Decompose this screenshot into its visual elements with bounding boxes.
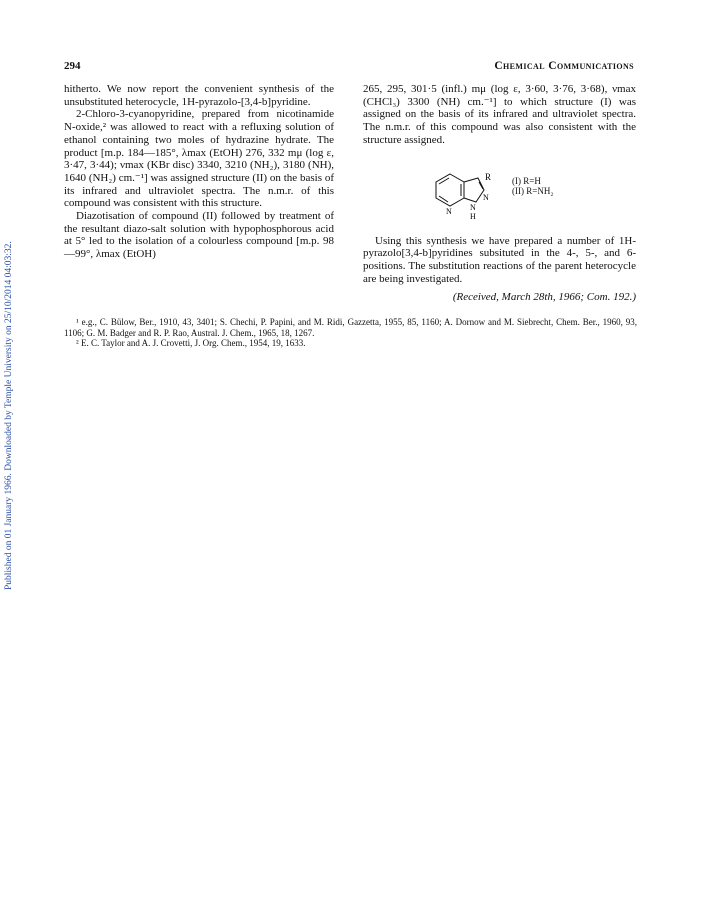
n-label: N: [483, 193, 489, 202]
received-note: (Received, March 28th, 1966; Com. 192.): [452, 291, 636, 304]
download-notice-text: Published on 01 January 1966. Downloaded by Temple University on 25/10/2014 04:03:32.: [4, 241, 14, 590]
structure-legend: [512, 176, 553, 196]
footnotes: [64, 317, 637, 349]
footnote: ² E. C. Taylor and A. J. Crovetti, J. Org. Chem., 1954, 19, 1633.: [76, 338, 306, 348]
n-label: N: [470, 203, 476, 212]
paragraph: 2-Chloro-3-cyanopyridine, prepared from nicotinamide N-oxide,² was allowed to react with a refluxing solution of ethanol containing two moles of hydrazine hydrate. The product [m.p. 184—185°, λmax (EtOH) 276, 332 mμ (log ε, 3·47, 3·44); νmax (KBr disc) 3340, 3210 (NH₂), 3180 (NH), 1640 (NH₂) cm.⁻¹] was assigned structure (II) on the basis of its infrared and ultraviolet spectra. The n.m.r. of this compound was consistent with this structure.: [64, 108, 334, 210]
left-column: [64, 83, 334, 261]
paragraph: Using this synthesis we have prepared a number of 1H-pyrazolo[3,4-b]pyridines subsituted in the 4-, 5-, and 6-positions. The substitution reactions of the parent heterocycle are being investigated.: [363, 234, 636, 285]
paragraph: 265, 295, 301·5 (infl.) mμ (log ε, 3·60, 3·76, 3·68), νmax (CHCl₃) 3300 (NH) cm.⁻¹] to which structure (I) was assigned on the basis of its infrared and ultraviolet spectra. The n.m.r. of this compound was also consistent with the structure assigned.: [363, 83, 636, 146]
page-number: 294: [64, 60, 81, 72]
legend-item: (II) R=NH₂: [512, 186, 554, 196]
footnote: ¹ e.g., C. Bülow, Ber., 1910, 43, 3401; S. Chechi, P. Papini, and M. Ridi, Gazzetta, 1955, 85, 1160; A. Dornow and M. Siebrecht, Chem. Ber., 1960, 93, 1106; G. M. Badger and R. P. Rao, Austral. J. Chem., 1965, 18, 1267.: [64, 317, 637, 338]
h-label: H: [470, 212, 476, 220]
paragraph: hitherto. We now report the convenient synthesis of the unsubstituted heterocycle, 1H-pyrazolo-[3,4-b]pyridine.: [64, 83, 334, 108]
download-notice: [4, 150, 16, 590]
legend-item: (I) R=H: [512, 176, 541, 186]
journal-title: Chemical Communications: [494, 60, 634, 72]
r-label: R: [485, 172, 492, 182]
paragraph: Diazotisation of compound (II) followed by treatment of the resultant diazo-salt solution with hypophosphorous acid at 5° led to the isolation of a colourless compound [m.p. 98—99°, λmax (EtOH): [64, 210, 334, 261]
n-label: N: [446, 207, 452, 216]
